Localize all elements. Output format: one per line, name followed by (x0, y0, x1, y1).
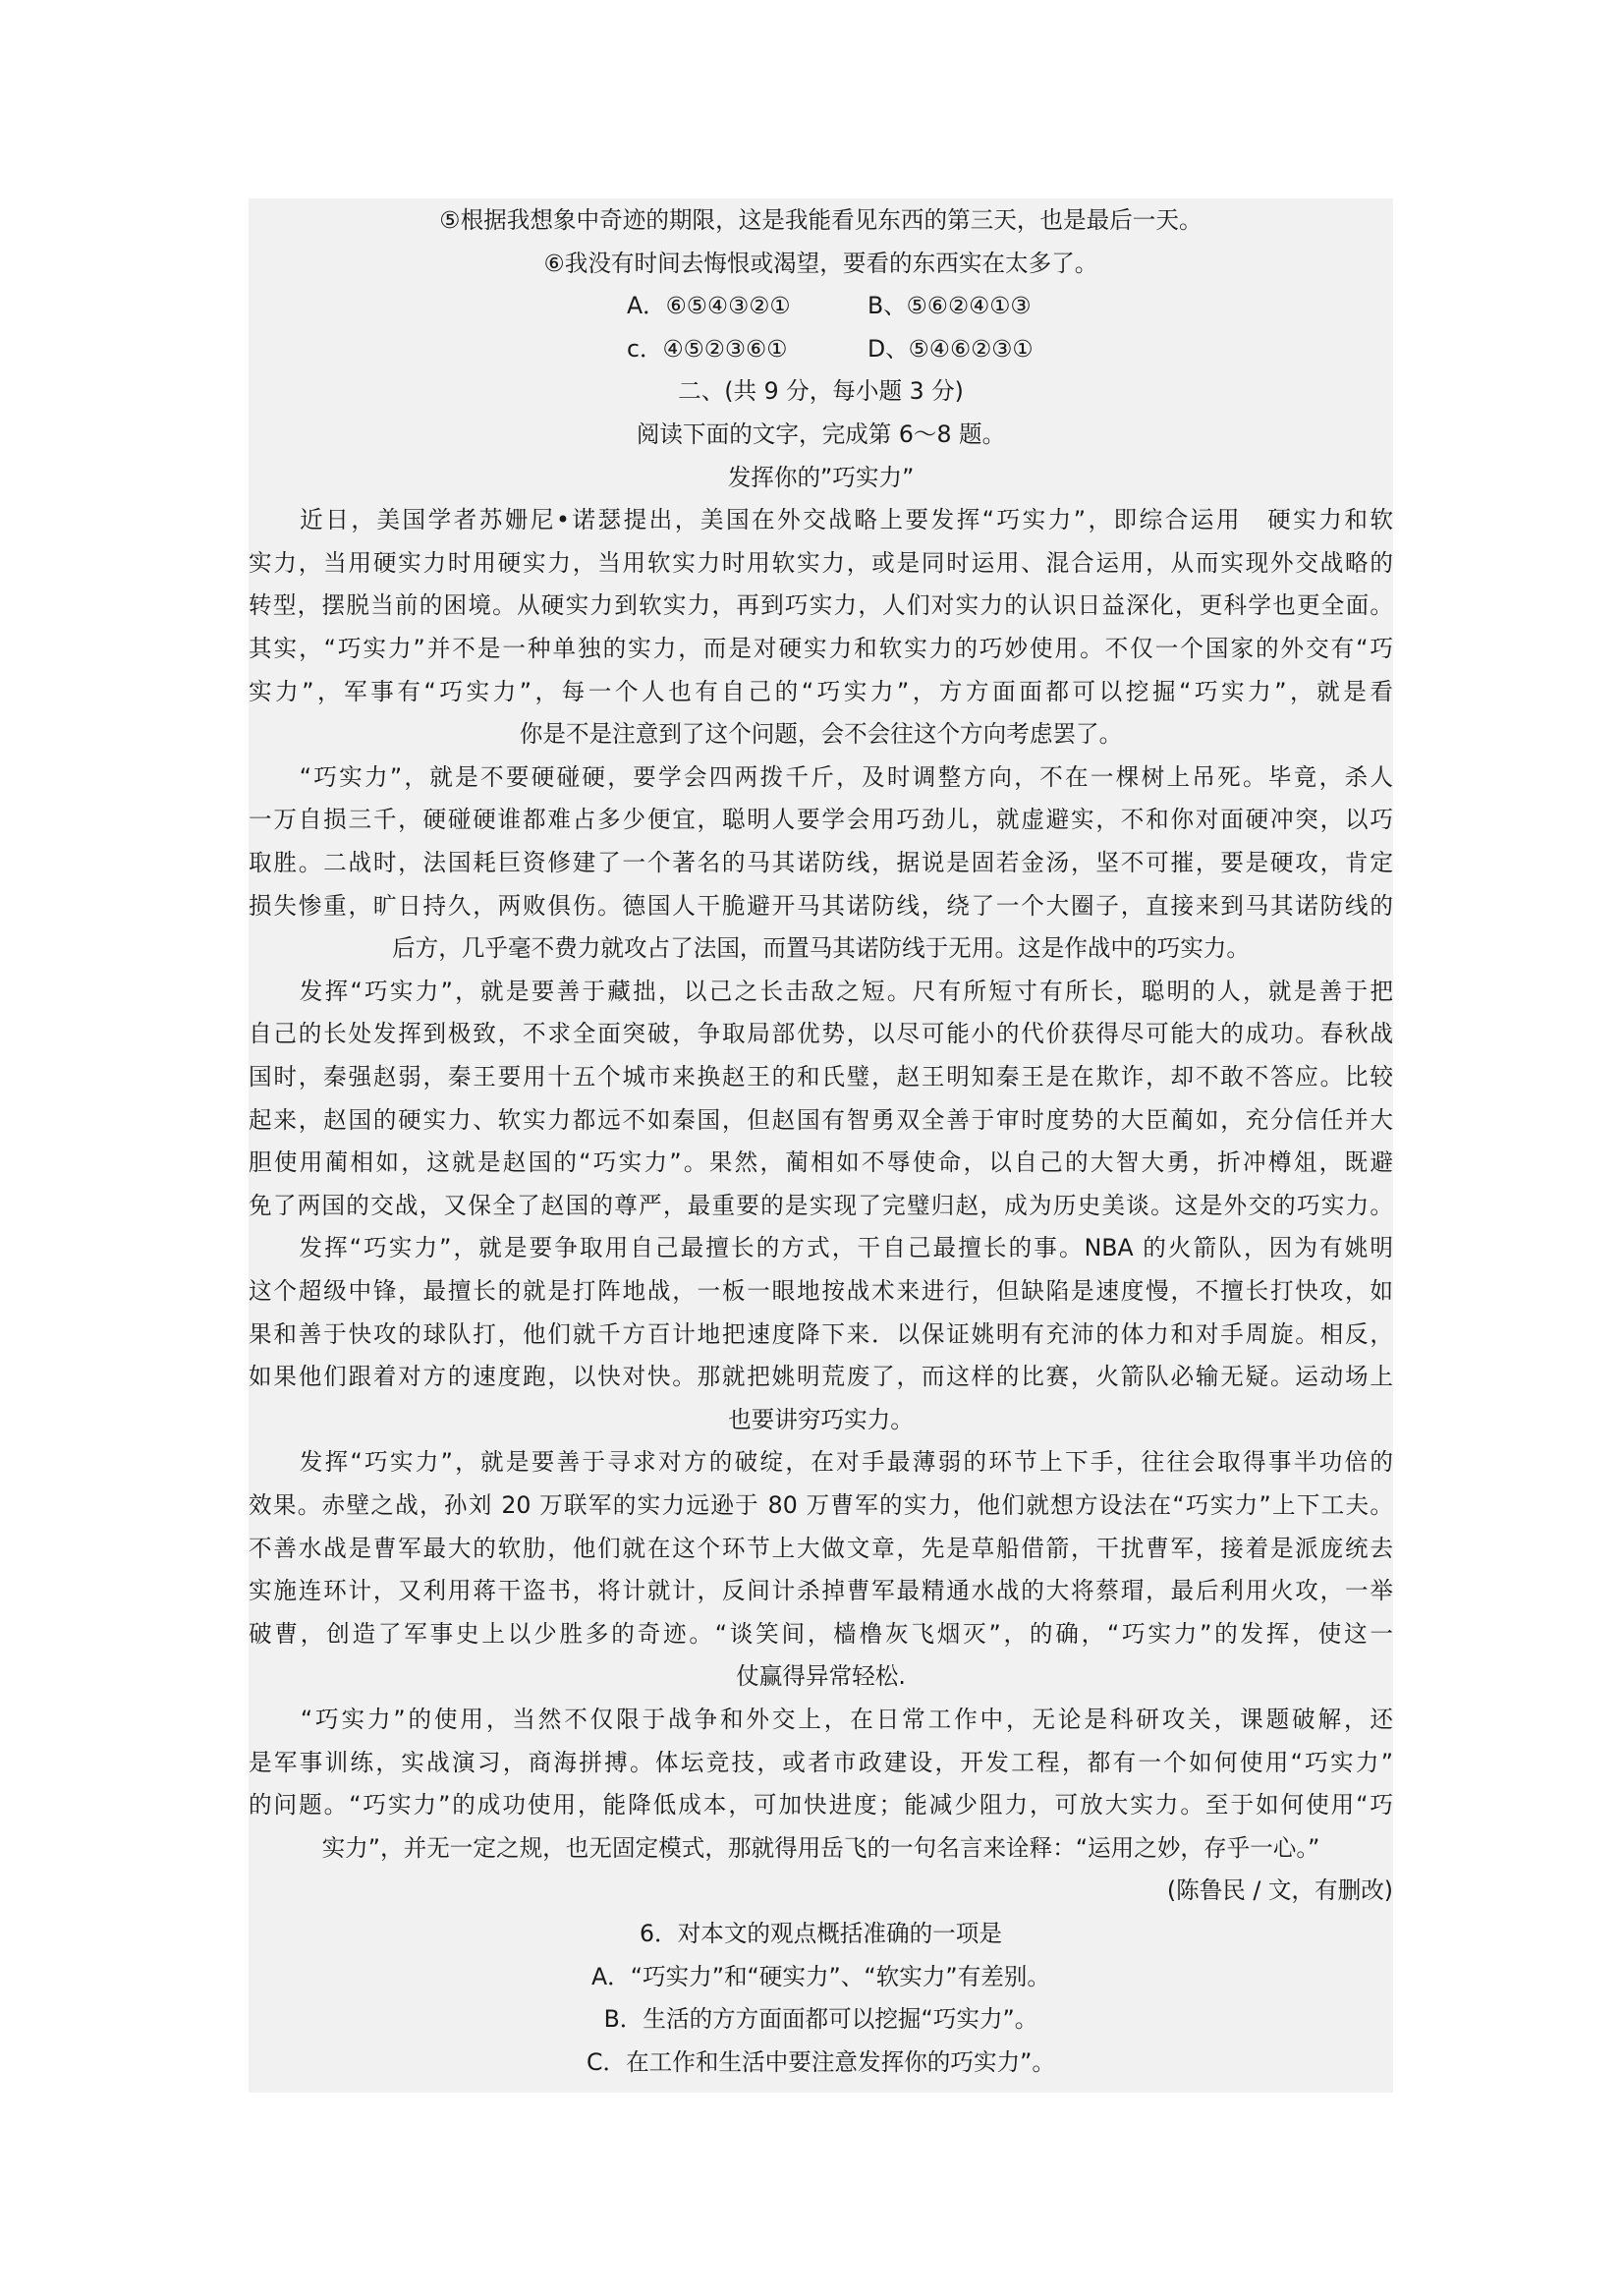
text-line: 免了两国的交战，又保全了赵国的尊严，最重要的是实现了完璧归赵，成为历史美谈。这是外交的巧实力。 (249, 1191, 1393, 1219)
text-line: 转型，摆脱当前的困境。从硬实力到软实力，再到巧实力，人们对实力的认识日益深化，更科学也更全面。 (249, 591, 1393, 620)
text-line: 也要讲穷巧实力。 (728, 1405, 914, 1433)
answer-option: B、⑤⑥②④①③ (867, 292, 1032, 320)
text-line: 发挥你的”巧实力” (727, 463, 915, 491)
text-line: 实力”，军事有“巧实力”，每一个人也有自己的“巧实力”，方方面面都可以挖掘“巧实力”，就是看 (249, 677, 1393, 705)
answer-options-row (249, 327, 1393, 370)
text-line: 发挥“巧实力”，就是要善于寻求对方的破绽，在对手最薄弱的环节上下手，往往会取得事半功倍的 (249, 1448, 1393, 1477)
text-line: 自己的长处发挥到极致，不求全面突破，争取局部优势，以尽可能小的代价获得尽可能大的成功。春秋战 (249, 1020, 1393, 1048)
text-line: 实力”，并无一定之规，也无固定模式，那就得用岳飞的一句名言来诠释：“运用之妙，存乎一心。” (321, 1833, 1320, 1862)
text-line: “巧实力”，就是不要硬碰硬，要学会四两拨千斤，及时调整方向，不在一棵树上吊死。毕竟，杀人 (249, 762, 1393, 791)
answer-options-row (249, 284, 1393, 327)
text-line: 不善水战是曹军最大的软肋，他们就在这个环节上大做文章，先是草船借箭，干扰曹军，接着是派庞统去 (249, 1534, 1393, 1562)
text-line: 仗赢得异常轻松. (736, 1662, 906, 1691)
text-line: 实力，当用硬实力时用硬实力，当用软实力时用软实力，或是同时运用、混合运用，从而实现外交战略的 (249, 548, 1393, 577)
document-body (249, 198, 1393, 2093)
text-line: 效果。赤壁之战，孙刘 20 万联军的实力远逊于 80 万曹军的实力，他们就想方设法在“巧实力”上下工夫。 (249, 1491, 1393, 1519)
text-line: 是军事训练，实战演习，商海拼搏。体坛竞技，或者市政建设，开发工程，都有一个如何使用“巧实力” (249, 1748, 1393, 1776)
text-line: 后方，几乎毫不费力就攻占了法国，而置马其诺防线于无用。这是作战中的巧实力。 (392, 934, 1250, 963)
text-line: 实施连环计，又利用蒋干盗书，将计就计，反间计杀掉曹军最精通水战的大将蔡瑁，最后利用火攻，一举 (249, 1577, 1393, 1605)
text-line: 这个超级中锋，最擅长的就是打阵地战，一板一眼地按战术来进行，但缺陷是速度慢，不擅长打快攻，如 (249, 1277, 1393, 1305)
text-line: ⑤根据我想象中奇迹的期限，这是我能看见东西的第三天，也是最后一天。 (439, 206, 1203, 234)
answer-option: A．⑥⑤④③②① (627, 292, 791, 320)
text-line: 二、(共 9 分，每小题 3 分) (678, 377, 964, 406)
text-line: 的问题。“巧实力”的成功使用，能降低成本，可加快进度；能减少阻力，可放大实力。至于如何使用“巧 (249, 1791, 1393, 1820)
text-line: 取胜。二战时，法国耗巨资修建了一个著名的马其诺防线，据说是固若金汤，坚不可摧，要是硬攻，肯定 (249, 849, 1393, 876)
text-line: 如果他们跟着对方的速度跑，以快对快。那就把姚明荒废了，而这样的比赛，火箭队必输无疑。运动场上 (249, 1363, 1393, 1391)
text-line: 近日，美国学者苏姗尼•诺瑟提出，美国在外交战略上要发挥“巧实力”，即综合运用 硬实力和软 (249, 506, 1393, 534)
text-line: 胆使用蔺相如，这就是赵国的“巧实力”。果然，蔺相如不辱使命，以自己的大智大勇，折冲樽俎，既避 (249, 1148, 1393, 1177)
text-line: 你是不是注意到了这个问题，会不会往这个方向考虑罢了。 (519, 720, 1123, 749)
text-line: B．生活的方方面面都可以挖掘“巧实力”。 (603, 2005, 1038, 2034)
text-line: 损失惨重，旷日持久，两败俱伤。德国人干脆避开马其诺防线，绕了一个大圈子，直接来到马其诺防线的 (249, 891, 1393, 920)
text-line: A．“巧实力”和“硬实力”、“软实力”有差别。 (591, 1962, 1050, 1990)
text-line: 国时，秦强赵弱，秦王要用十五个城市来换赵王的和氏璧，赵王明知秦王是在欺诈，却不敢不答应。比较 (249, 1063, 1393, 1091)
text-line: 破曹，创造了军事史上以少胜多的奇迹。“谈笑间，樯橹灰飞烟灭”，的确，“巧实力”的发挥，使这一 (249, 1619, 1393, 1648)
text-line: 发挥“巧实力”，就是要争取用自己最擅长的方式，干自己最擅长的事。NBA 的火箭队，因为有姚明 (249, 1234, 1393, 1262)
text-line: 阅读下面的文字，完成第 6～8 题。 (636, 420, 1006, 448)
answer-option: c．④⑤②③⑥① (627, 334, 788, 363)
text-line: C．在工作和生活中要注意发挥你的巧实力”。 (587, 2047, 1055, 2076)
text-line: 一万自损三千，硬碰硬谁都难占多少便宜，聪明人要学会用巧劲儿，就虚避实，不和你对面硬冲突，以巧 (249, 806, 1393, 834)
text-line: 其实，“巧实力”并不是一种单独的实力，而是对硬实力和软实力的巧妙使用。不仅一个国家的外交有“巧 (249, 635, 1393, 662)
text-line: 果和善于快攻的球队打，他们就千方百计地把速度降下来．以保证姚明有充沛的体力和对手周旋。相反， (249, 1319, 1393, 1348)
text-line: 起来，赵国的硬实力、软实力都远不如秦国，但赵国有智勇双全善于审时度势的大臣蔺如，充分信任并大 (249, 1105, 1393, 1134)
text-line: 6．对本文的观点概括准确的一项是 (640, 1920, 1002, 1947)
text-line: “巧实力”的使用，当然不仅限于战争和外交上，在日常工作中，无论是科研攻关，课题破解，还 (249, 1706, 1393, 1733)
answer-option: D、⑤④⑥②③① (867, 334, 1034, 363)
text-line: 发挥“巧实力”，就是要善于藏拙，以己之长击敌之短。尺有所短寸有所长，聪明的人，就是善于把 (249, 977, 1393, 1005)
text-line: ⑥我没有时间去悔恨或渴望，要看的东西实在太多了。 (543, 249, 1098, 277)
text-line: (陈鲁民 / 文，有删改) (1166, 1876, 1393, 1905)
